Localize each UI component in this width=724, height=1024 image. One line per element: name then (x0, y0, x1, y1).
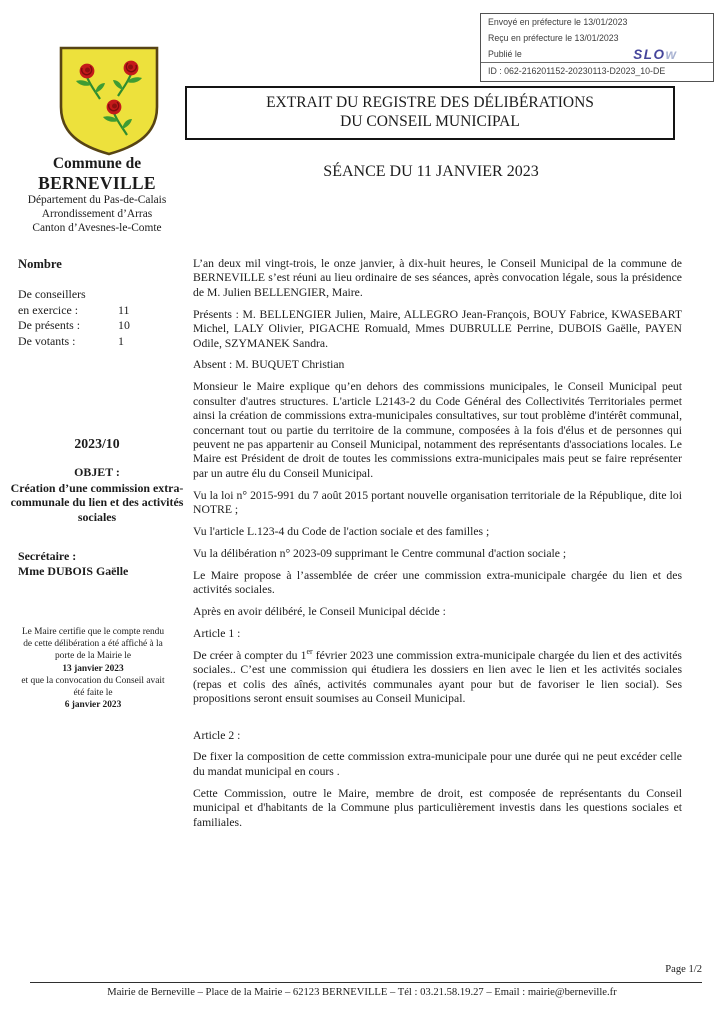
count-row-votants (18, 334, 173, 350)
slow-logo-text: SLO (633, 46, 666, 62)
paragraph-vu-deliberation: Vu la délibération n° 2023-09 supprimant le Centre communal d'action sociale ; (193, 546, 567, 560)
count-label: De votants : (18, 333, 76, 348)
count-value: 11 (118, 302, 130, 317)
paragraph-ouverture: L’an deux mil vingt-trois, le onze janvier, à dix-huit heures, le Conseil Municipal de la commune de BERNEVILLE s’est réuni au lieu ordinaire de ses séances, après convocation légale, sous la présidence de M. Julien BELLENGIER, Maire. (193, 257, 682, 299)
commune-departement: Département du Pas-de-Calais (27, 194, 167, 206)
stamp-publie-label: Publié le (488, 49, 522, 59)
secretaire-name: Mme DUBOIS Gaëlle (18, 564, 129, 578)
paragraph-presents: Présents : M. BELLENGIER Julien, Maire, ALLEGRO Jean-François, BOUY Fabrice, KWASEBART Michel, LALY Olivier, PIGACHE Romuald, Mmes DUBRULLE Perrine, DUBOIS Gaëlle, PAYEN Odile, SZYMANEK Sandra. (193, 307, 682, 350)
certification-part1: Le Maire certifie que le compte rendu de cette délibération a été affiché à la porte de la Mairie le (21, 627, 165, 662)
stamp-publie-line (481, 46, 713, 62)
deliberation-number: 2023/10 (74, 436, 120, 451)
count-label: en exercice : (18, 302, 79, 317)
paragraph-vu-loi: Vu la loi n° 2015-991 du 7 août 2015 portant nouvelle organisation territoriale de la République, dite loi NOTRE ; (193, 488, 682, 517)
secretaire-block (18, 549, 128, 579)
article1-text-start: De créer à compter du 1 (193, 648, 307, 662)
count-value: 1 (118, 333, 124, 348)
objet-label: OBJET : (74, 465, 120, 479)
commune-label: Commune de (52, 155, 142, 172)
article2-text-2: Cette Commission, outre le Maire, membre de droit, est composée de représentants du Conseil municipal et d'habitants de la Commune plus particulièrement investis dans les questions sociales et familiales. (193, 786, 682, 829)
document-title-line1: EXTRAIT DU REGISTRE DES DÉLIBÉRATIONS (266, 94, 594, 111)
affichage-date: 13 janvier 2023 (62, 663, 124, 674)
commune-canton: Canton d’Avesnes-le-Comte (32, 222, 162, 234)
page-number: Page 1/2 (665, 964, 702, 975)
commune-name: BERNEVILLE (38, 173, 156, 193)
commune-arrondissement: Arrondissement d’Arras (41, 208, 153, 220)
objet-block (8, 465, 186, 524)
certification-note (20, 626, 166, 711)
coat-of-arms-icon (56, 44, 162, 165)
certification-part2: et que la convocation du Conseil avait été faite le (21, 675, 165, 699)
convocation-date: 6 janvier 2023 (64, 700, 122, 711)
paragraph-absent: Absent : M. BUQUET Christian (193, 358, 345, 372)
document-title-box (185, 86, 675, 140)
stamp-envoye-line: Envoyé en préfecture le 13/01/2023 (488, 17, 628, 27)
count-label: De conseillers (18, 287, 86, 301)
paragraph-proposition: Le Maire propose à l’assemblée de créer une commission extra-municipale chargée du lien et des activités sociales. (193, 568, 682, 597)
seance-heading: SÉANCE DU 11 JANVIER 2023 (323, 163, 539, 180)
article1-text (193, 649, 682, 707)
article2-heading: Article 2 : (193, 728, 241, 742)
nombre-heading: Nombre (18, 257, 62, 271)
count-value: 10 (118, 318, 130, 333)
footer-divider (30, 982, 702, 983)
secretaire-label: Secrétaire : (18, 549, 77, 563)
paragraph-decision: Après en avoir délibéré, le Conseil Municipal décide : (193, 605, 446, 619)
paragraph-vu-article: Vu l'article L.123-4 du Code de l'action sociale et des familles ; (193, 525, 490, 538)
stamp-recu-line: Reçu en préfecture le 13/01/2023 (488, 33, 619, 43)
count-label: De présents : (18, 318, 81, 333)
objet-text: Création d’une commission extra-communale du lien et des activités sociales (10, 480, 184, 524)
council-counts (18, 287, 173, 349)
ordinal-superscript: er (306, 647, 313, 657)
deliberation-body (193, 257, 682, 838)
count-row-conseillers (18, 287, 173, 303)
article2-text-1: De fixer la composition de cette commission extra-municipale pour une durée qui ne peut excéder celle du mandat municipal en cours . (193, 750, 682, 778)
article1-text-end: février 2023 une commission extra-municipale chargée du lien et des activités sociales.. C’est une commission qui étudiera les dossiers en lien avec le lien et les activités sociales (repas et colis des aînés, activités communales ayant pour but de favoriser le lien social). Ses propositions seront ensuit soumises au Conseil Municipal. (193, 648, 682, 706)
mairie-contact-footer: Mairie de Berneville – Place de la Mairie – 62123 BERNEVILLE – Tél : 03.21.58.19.27 – Email : mairie@berneville.fr (107, 987, 617, 998)
paragraph-expose: Monsieur le Maire explique qu’en dehors des commissions municipales, le Conseil Municipal peut consulter d'autres structures. L'article L2143-2 du Code Général des Collectivités Territoriales permet ainsi la création de commissions extra-municipales consultatives, sur tout problème d'intérêt communal, concernant tout ou partie du territoire de la commune, composées à la fois d'élus et de personnes qui peuvent ne pas appartenir au Conseil Municipal, notamment des représentants d'associations locales. Le Maire est Président de droit de toutes les commissions extra-municipales mais peut se faire représenter par un autre élu du Conseil Municipal. (193, 380, 682, 480)
prefecture-stamp (480, 13, 714, 82)
slow-logo-swoosh: w (665, 46, 676, 62)
count-row-presents (18, 318, 173, 334)
document-title-line2: DU CONSEIL MUNICIPAL (340, 113, 520, 130)
slow-platform-logo-icon (633, 46, 676, 62)
commune-identity-block (6, 155, 188, 235)
article1-heading: Article 1 : (193, 627, 241, 641)
count-row-exercice (18, 303, 173, 319)
stamp-id-line: ID : 062-216201152-20230113-D2023_10-DE (481, 62, 713, 81)
